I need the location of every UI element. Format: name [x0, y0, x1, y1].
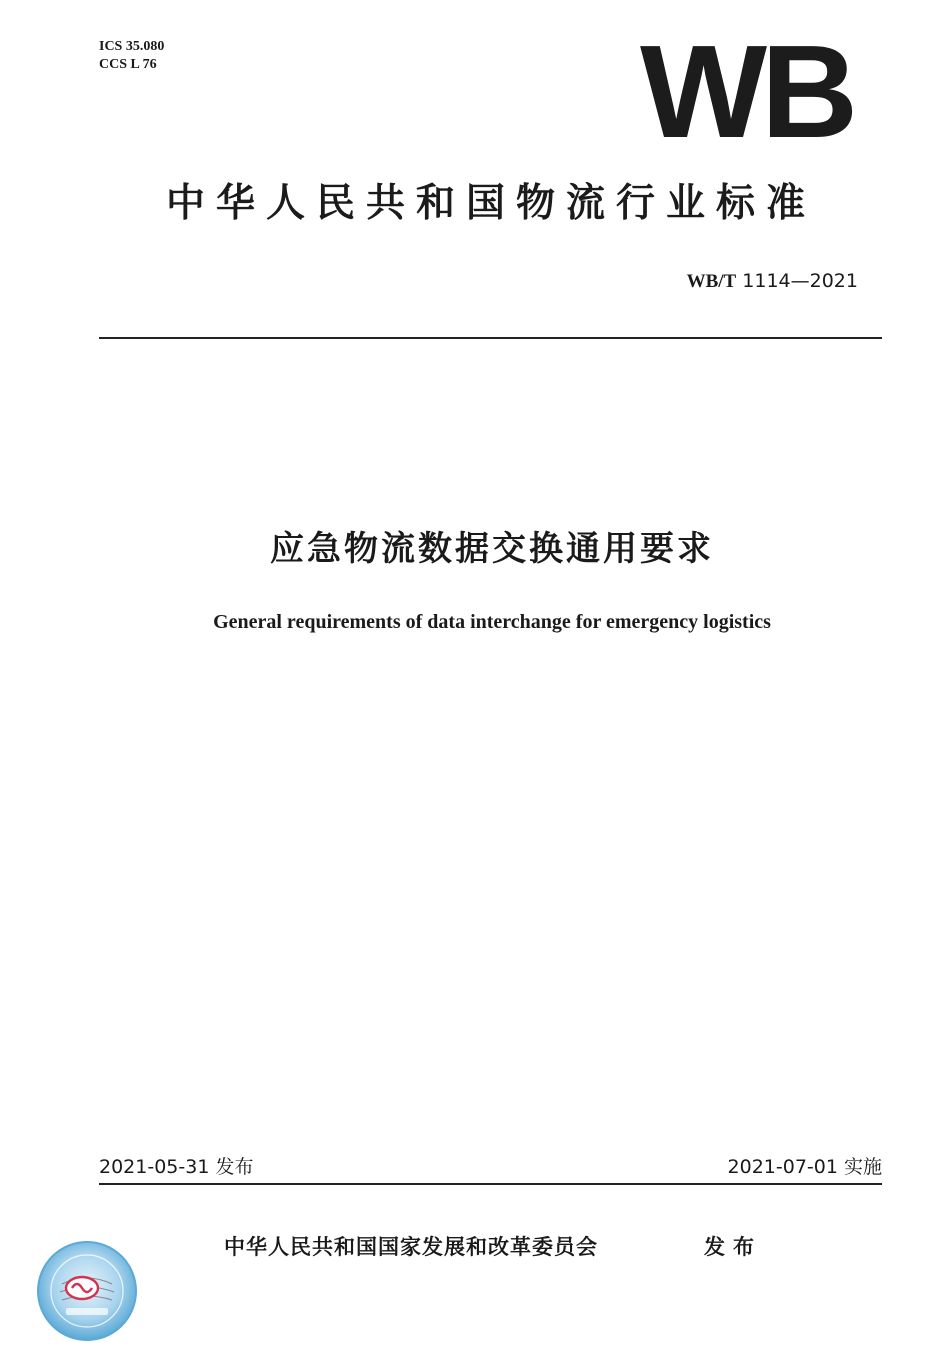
standard-number-prefix: WB/T: [686, 271, 737, 292]
ics-code: ICS 35.080: [99, 39, 165, 54]
implementation-date: 2021-07-01 实施: [727, 1156, 882, 1178]
anti-counterfeit-seal-icon: [36, 1240, 138, 1342]
wb-logo: WB: [640, 18, 853, 165]
top-divider: [99, 337, 882, 339]
standard-title: 中华人民共和国物流行业标准: [165, 181, 816, 226]
publish-label: 发布: [704, 1235, 762, 1259]
document-title-english: General requirements of data interchange for emergency logistics: [213, 611, 771, 633]
standard-number-value: 1114—2021: [742, 270, 858, 292]
publisher-name: 中华人民共和国国家发展和改革委员会: [224, 1235, 598, 1259]
issue-date: 2021-05-31 发布: [99, 1156, 254, 1178]
ccs-code: CCS L 76: [99, 57, 157, 72]
bottom-divider: [99, 1183, 882, 1185]
standard-number: [687, 268, 858, 295]
document-title-chinese: 应急物流数据交换通用要求: [270, 529, 714, 569]
classification-codes: [99, 38, 164, 74]
